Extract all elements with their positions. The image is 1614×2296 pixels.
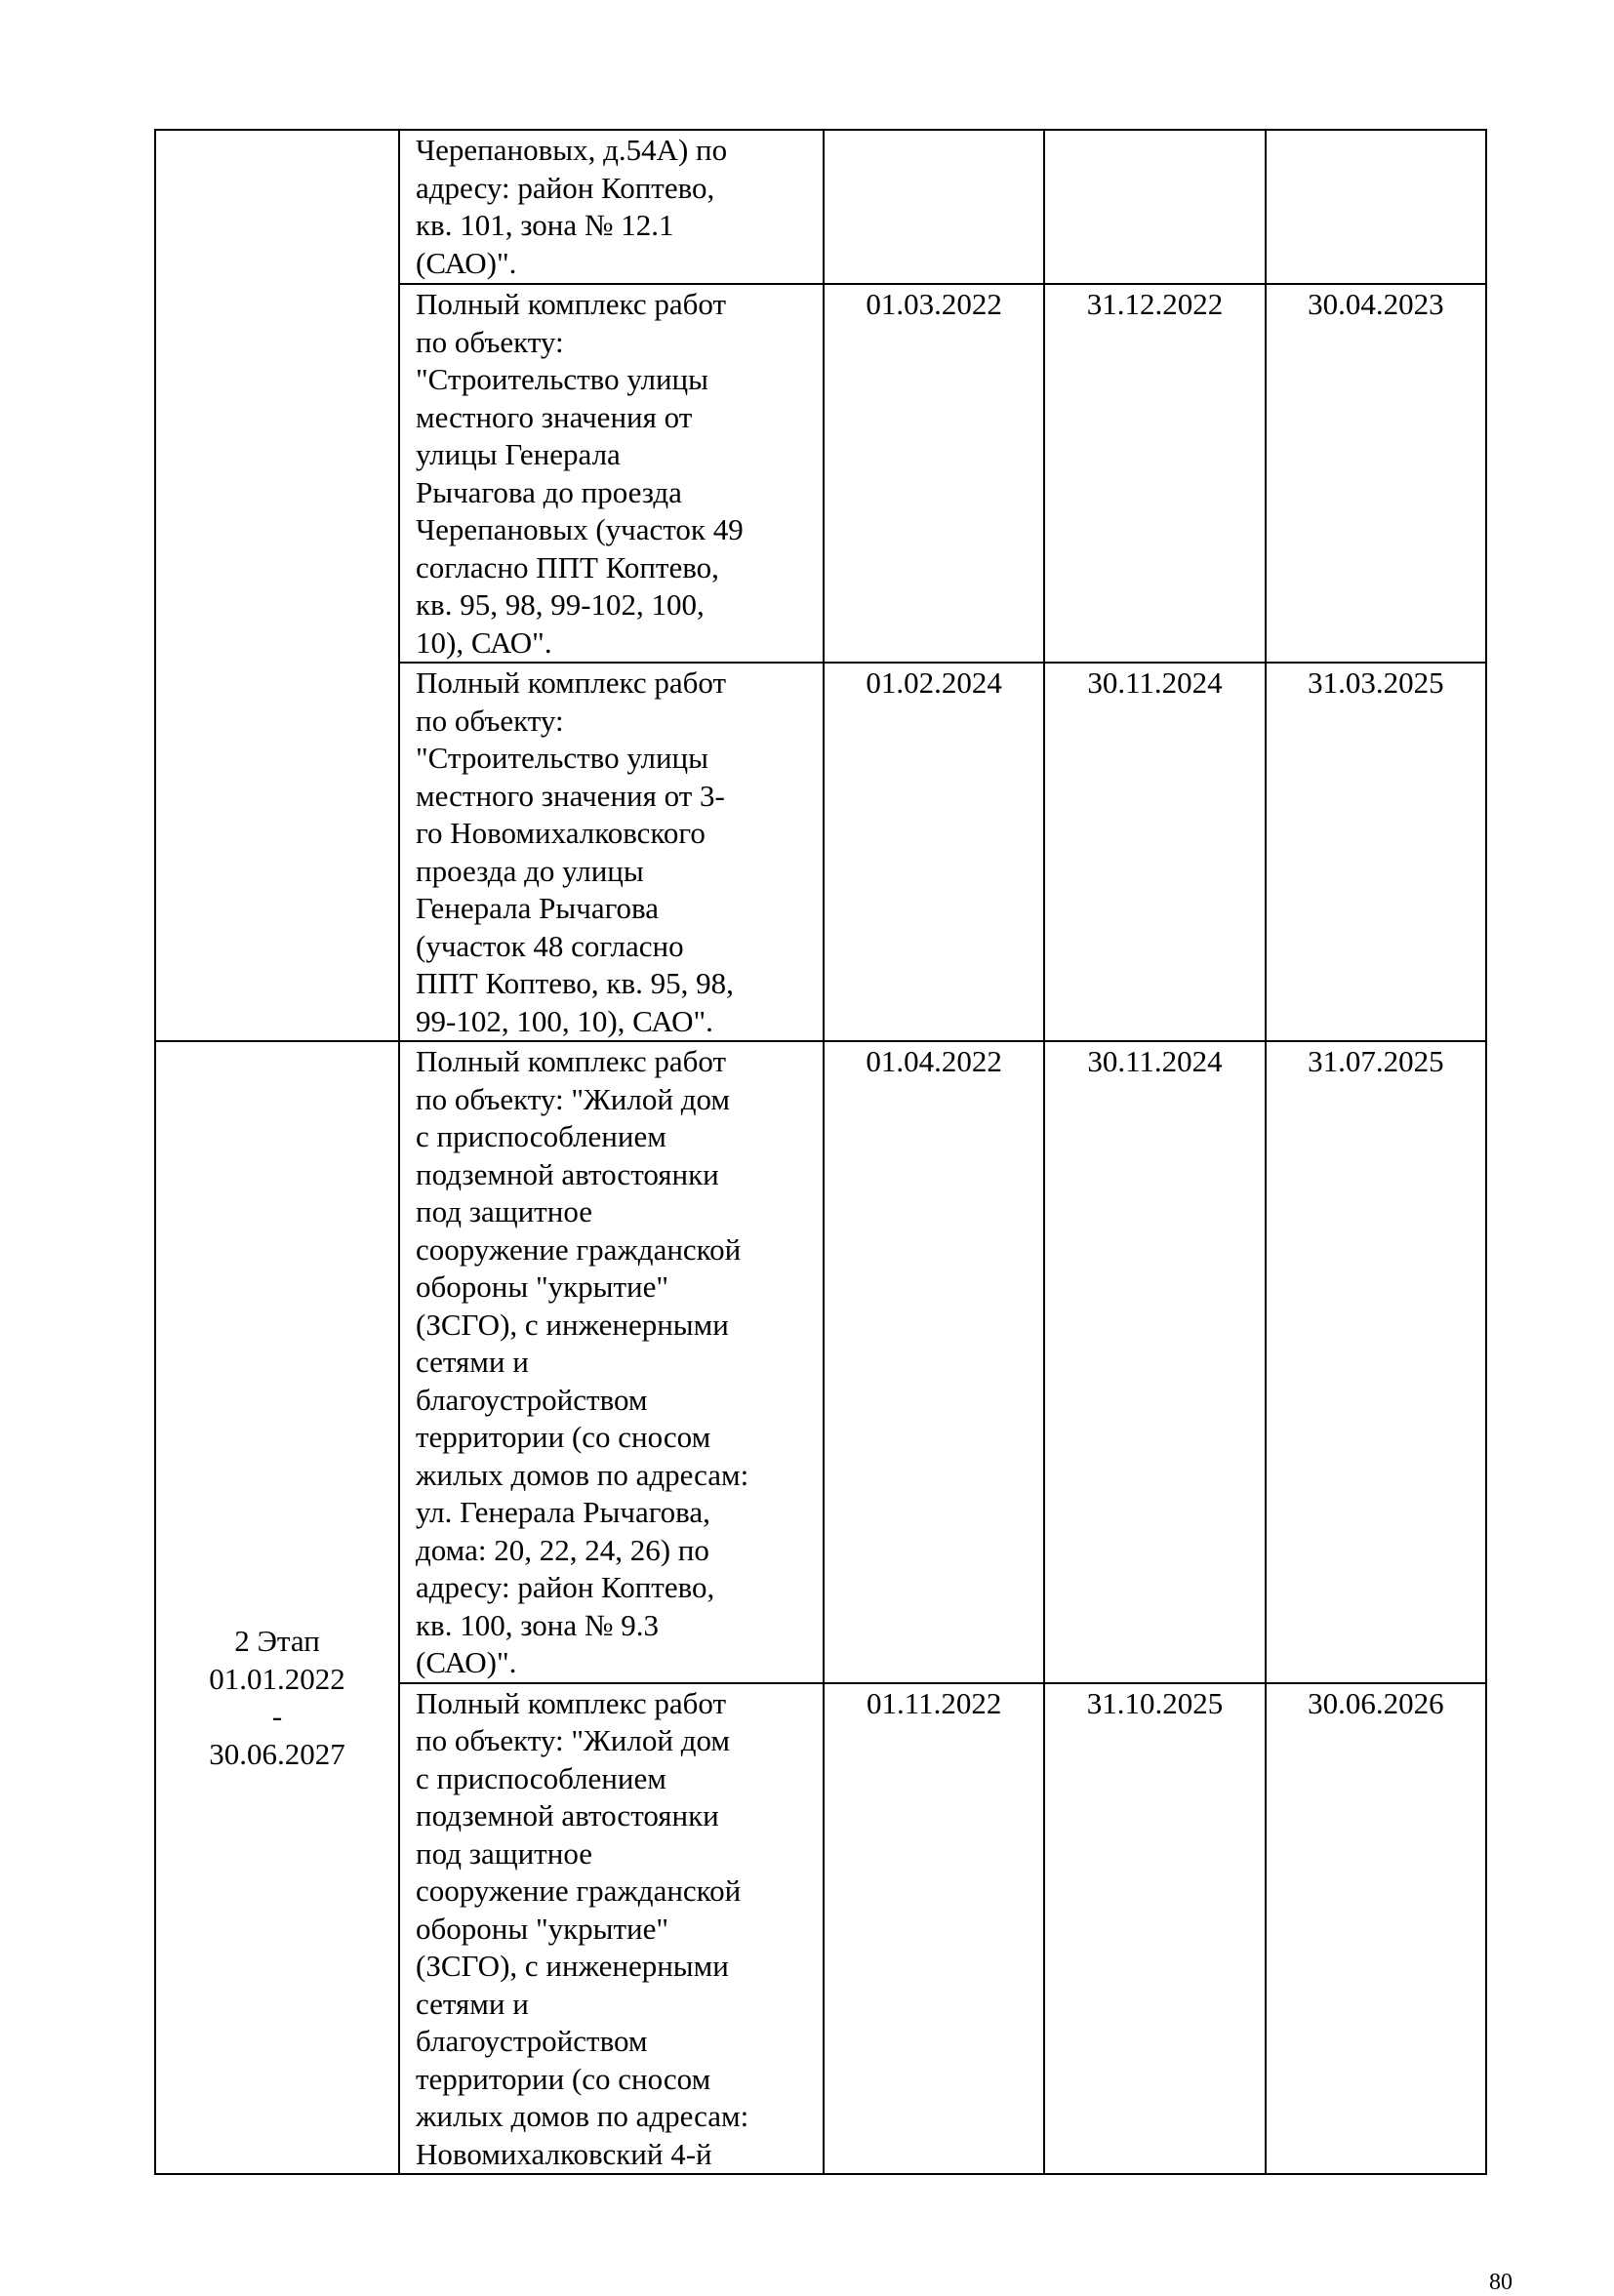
stage-label: 2 Этап 01.01.2022 - 30.06.2027: [209, 1624, 345, 1771]
final-date-cell: [1266, 130, 1486, 284]
final-date-cell: 30.06.2026: [1266, 1683, 1486, 2175]
description-cell: [399, 1041, 824, 1683]
final-date-cell: 30.04.2023: [1266, 284, 1486, 663]
object-description: Черепановых, д.54А) по адресу: район Коптево, кв. 101, зона № 12.1 (САО)".: [416, 133, 728, 280]
table-row: [155, 1041, 1486, 1683]
end-date-cell: [1044, 130, 1265, 284]
object-description: Полный комплекс работ по объекту: "Строительство улицы местного значения от 3- го Новомихалковского проезда до улицы Генерала Рычагова (участок 48 согласно ППТ Коптево, кв. 95, 98, 99-102, 100, 10), САО".: [416, 665, 734, 1038]
start-date-cell: 01.03.2022: [824, 284, 1044, 663]
description-cell: [399, 284, 824, 663]
table-row: [155, 130, 1486, 284]
description-cell: [399, 663, 824, 1041]
object-description: Полный комплекс работ по объекту: "Строительство улицы местного значения от улицы Генерала Рычагова до проезда Черепановых (участок 49 согласно ППТ Коптево, кв. 95, 98, 99-102, 100, 10), САО".: [416, 287, 744, 660]
stage-cell: [155, 1041, 399, 2174]
end-date-cell: 30.11.2024: [1044, 1041, 1265, 1683]
end-date-cell: 30.11.2024: [1044, 663, 1265, 1041]
final-date-cell: 31.03.2025: [1266, 663, 1486, 1041]
start-date-cell: 01.02.2024: [824, 663, 1044, 1041]
object-description: Полный комплекс работ по объекту: "Жилой дом с приспособлением подземной автостоянки под защитное сооружение гражданской обороны "укрытие" (ЗСГО), с инженерными сетями и благоустройством территории (со сносом жилых домов по адресам: Новомихалковский 4-й: [416, 1685, 749, 2171]
final-date-cell: 31.07.2025: [1266, 1041, 1486, 1683]
description-cell: [399, 130, 824, 284]
start-date-cell: [824, 130, 1044, 284]
description-cell: [399, 1683, 824, 2175]
schedule-table: [154, 129, 1487, 2175]
end-date-cell: 31.12.2022: [1044, 284, 1265, 663]
end-date-cell: 31.10.2025: [1044, 1683, 1265, 2175]
page-number: 80: [1489, 2270, 1513, 2295]
start-date-cell: 01.04.2022: [824, 1041, 1044, 1683]
object-description: Полный комплекс работ по объекту: "Жилой дом с приспособлением подземной автостоянки под защитное сооружение гражданской обороны "укрытие" (ЗСГО), с инженерными сетями и благоустройством территории (со сносом жилых домов по адресам: ул. Генерала Рычагова, дома: 20, 22, 24, 26) по адресу: район Коптево, кв. 100, зона № 9.3 (САО)".: [416, 1044, 749, 1679]
start-date-cell: 01.11.2022: [824, 1683, 1044, 2175]
stage-cell-empty: [155, 130, 399, 1041]
